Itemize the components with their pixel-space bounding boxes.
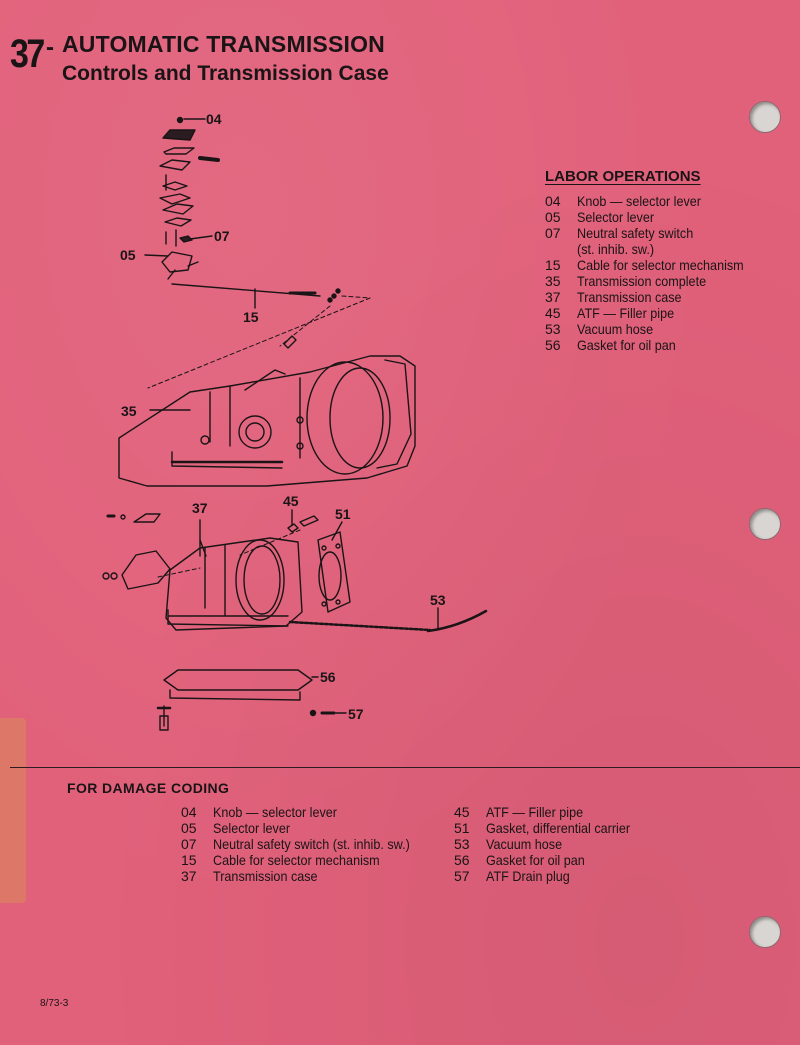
item-text: Neutral safety switch (st. inhib. sw.) (213, 836, 410, 852)
item-number: 51 (454, 820, 470, 836)
item-text: Cable for selector mechanism (213, 852, 380, 868)
list-item (181, 820, 432, 836)
item-number: 04 (181, 804, 197, 820)
callout-53: 53 (430, 592, 446, 608)
item-text: Knob — selector lever (213, 804, 337, 820)
labor-operations-list (545, 193, 762, 353)
callout-04: 04 (206, 111, 222, 127)
callout-51: 51 (335, 506, 351, 522)
list-item (454, 868, 646, 884)
transmission-case-part (166, 520, 302, 630)
item-text: ATF — Filler pipe (577, 305, 675, 321)
item-number: 56 (545, 337, 561, 353)
list-item (454, 820, 646, 836)
item-text: Cable for selector mechanism (577, 257, 744, 273)
footer-code: 8/73-3 (40, 998, 69, 1009)
item-number: 07 (545, 225, 561, 241)
item-text: Gasket for oil pan (577, 337, 676, 353)
section-divider (10, 767, 800, 768)
list-item (545, 273, 762, 289)
item-text: Neutral safety switch (577, 225, 694, 241)
vacuum-hose-part (290, 608, 486, 631)
item-number: 53 (545, 321, 561, 337)
list-item (181, 852, 432, 868)
punch-hole-bottom (749, 916, 781, 948)
item-text: ATF — Filler pipe (486, 804, 584, 820)
item-text: Transmission complete (577, 273, 707, 289)
callout-35: 35 (121, 403, 137, 419)
selector-cable-part (148, 284, 370, 388)
item-text: (st. inhib. sw.) (577, 241, 655, 257)
damage-coding-list-left (181, 804, 432, 884)
item-text: Vacuum hose (486, 836, 563, 852)
list-item (181, 804, 432, 820)
selector-knob-part (145, 118, 218, 280)
list-item (454, 804, 646, 820)
callout-05: 05 (120, 247, 136, 263)
damage-coding-list-right (454, 804, 646, 884)
page-subtitle: Controls and Transmission Case (62, 62, 389, 85)
list-item (545, 209, 762, 225)
item-text: Vacuum hose (577, 321, 654, 337)
page-title: AUTOMATIC TRANSMISSION (62, 31, 385, 57)
list-item (545, 257, 762, 273)
section-number: 37 (10, 32, 43, 76)
oil-pan-part (158, 670, 318, 730)
list-item (545, 305, 762, 321)
item-text: Knob — selector lever (577, 193, 701, 209)
item-number (545, 241, 577, 257)
list-item (545, 193, 762, 209)
list-item (545, 321, 762, 337)
list-item (454, 852, 646, 868)
list-item (545, 289, 762, 305)
item-text: Selector lever (213, 820, 291, 836)
callout-56: 56 (320, 669, 336, 685)
list-item (454, 836, 646, 852)
item-number: 57 (454, 868, 470, 884)
callout-37: 37 (192, 500, 208, 516)
callout-45: 45 (283, 493, 299, 509)
item-number: 37 (545, 289, 561, 305)
callout-07: 07 (214, 228, 230, 244)
list-item (545, 225, 762, 241)
list-item (545, 241, 762, 257)
item-number: 05 (545, 209, 561, 225)
item-text: ATF Drain plug (486, 868, 570, 884)
item-number: 07 (181, 836, 197, 852)
item-number: 56 (454, 852, 470, 868)
item-number: 04 (545, 193, 561, 209)
list-item (545, 337, 762, 353)
differential-gasket-part (318, 522, 350, 612)
item-text: Selector lever (577, 209, 655, 225)
transmission-complete-part (119, 356, 415, 486)
item-number: 35 (545, 273, 561, 289)
list-item (181, 868, 432, 884)
title-dash: - (46, 34, 54, 61)
damage-coding-heading: FOR DAMAGE CODING (67, 780, 230, 796)
item-number: 45 (454, 804, 470, 820)
labor-operations-heading: LABOR OPERATIONS (545, 168, 701, 185)
item-text: Gasket, differential carrier (486, 820, 631, 836)
callout-15: 15 (243, 309, 259, 325)
callout-57: 57 (348, 706, 364, 722)
item-number: 45 (545, 305, 561, 321)
filler-pipe-part (240, 510, 318, 555)
transmission-case-small-parts (103, 514, 200, 589)
item-text: Gasket for oil pan (486, 852, 585, 868)
item-number: 37 (181, 868, 197, 884)
item-text: Transmission case (577, 289, 682, 305)
item-number: 15 (545, 257, 561, 273)
item-number: 15 (181, 852, 197, 868)
drain-plug-part (311, 711, 347, 716)
item-number: 53 (454, 836, 470, 852)
item-text: Transmission case (213, 868, 318, 884)
item-number: 05 (181, 820, 197, 836)
list-item (181, 836, 432, 852)
